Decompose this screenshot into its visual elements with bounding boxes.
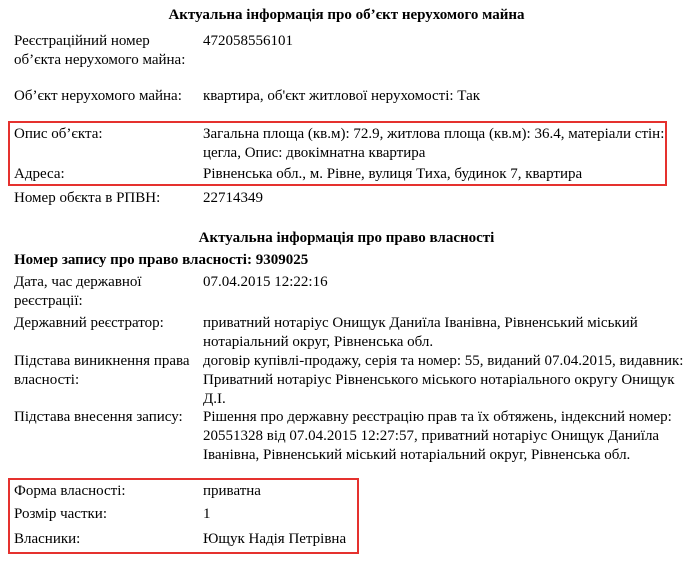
label-object-description: Опис об’єкта: [14, 126, 103, 142]
value-registration-number: 472058556101 [203, 33, 293, 49]
value-rpvn-number: 22714349 [203, 190, 263, 206]
highlight-box-ownership-details [8, 478, 359, 554]
label-rpvn-number: Номер обєкта в РПВН: [14, 190, 161, 206]
ownership-record-heading [14, 251, 308, 270]
value-object-description: Загальна площа (кв.м): 72.9, житлова площа (кв.м): 36.4, матеріали стін: цегла, Опис: двокімнатна квартира [203, 126, 665, 161]
value-owners: Ющук Надія Петрівна [203, 531, 347, 547]
label-owners: Власники: [14, 531, 81, 547]
label-share-size: Розмір частки: [14, 506, 107, 522]
value-entry-basis: Рішення про державну реєстрацію прав та їх обтяжень, індексний номер: 20551328 від 07.04.2015 12:27:57, приватний нотаріус Онищук Даниїла Іванівна, Рівненський міський нотаріальний округ, Рівненська обл. [203, 409, 672, 463]
highlight-box-description-address [8, 121, 667, 186]
value-property-object: квартира, об'єкт житлової нерухомості: Так [203, 88, 481, 104]
ownership-section-title: Актуальна інформація про право власності [198, 230, 495, 246]
label-ownership-form: Форма власності: [14, 483, 126, 499]
value-address: Рівненська обл., м. Рівне, вулиця Тиха, будинок 7, квартира [203, 166, 583, 182]
label-state-registrar: Державний реєстратор: [14, 315, 164, 331]
value-registration-date: 07.04.2015 12:22:16 [203, 274, 328, 290]
label-registration-date: Дата, час державної реєстрації: [14, 274, 142, 309]
label-address: Адреса: [14, 166, 65, 182]
label-registration-number: Реєстраційний номер об’єкта нерухомого майна: [14, 33, 186, 68]
label-ownership-basis: Підстава виникнення права власності: [14, 353, 190, 388]
object-section-title: Актуальна інформація про об’єкт нерухомого майна [168, 7, 525, 23]
record-number-value: 9309025 [255, 252, 309, 268]
label-property-object: Об’єкт нерухомого майна: [14, 88, 182, 104]
value-state-registrar: приватний нотаріус Онищук Даниїла Іванівна, Рівненський міський нотаріальний округ, Рівненська обл. [203, 315, 638, 350]
value-share-size: 1 [203, 506, 211, 522]
value-ownership-basis: договір купівлі-продажу, серія та номер: 55, виданий 07.04.2015, видавник: Приватний нотаріус Рівненського міського нотаріального округу Онищук Д.І. [203, 353, 684, 407]
record-number-label: Номер запису про право власності: [14, 252, 252, 268]
label-entry-basis: Підстава внесення запису: [14, 409, 183, 425]
value-ownership-form: приватна [203, 483, 261, 499]
